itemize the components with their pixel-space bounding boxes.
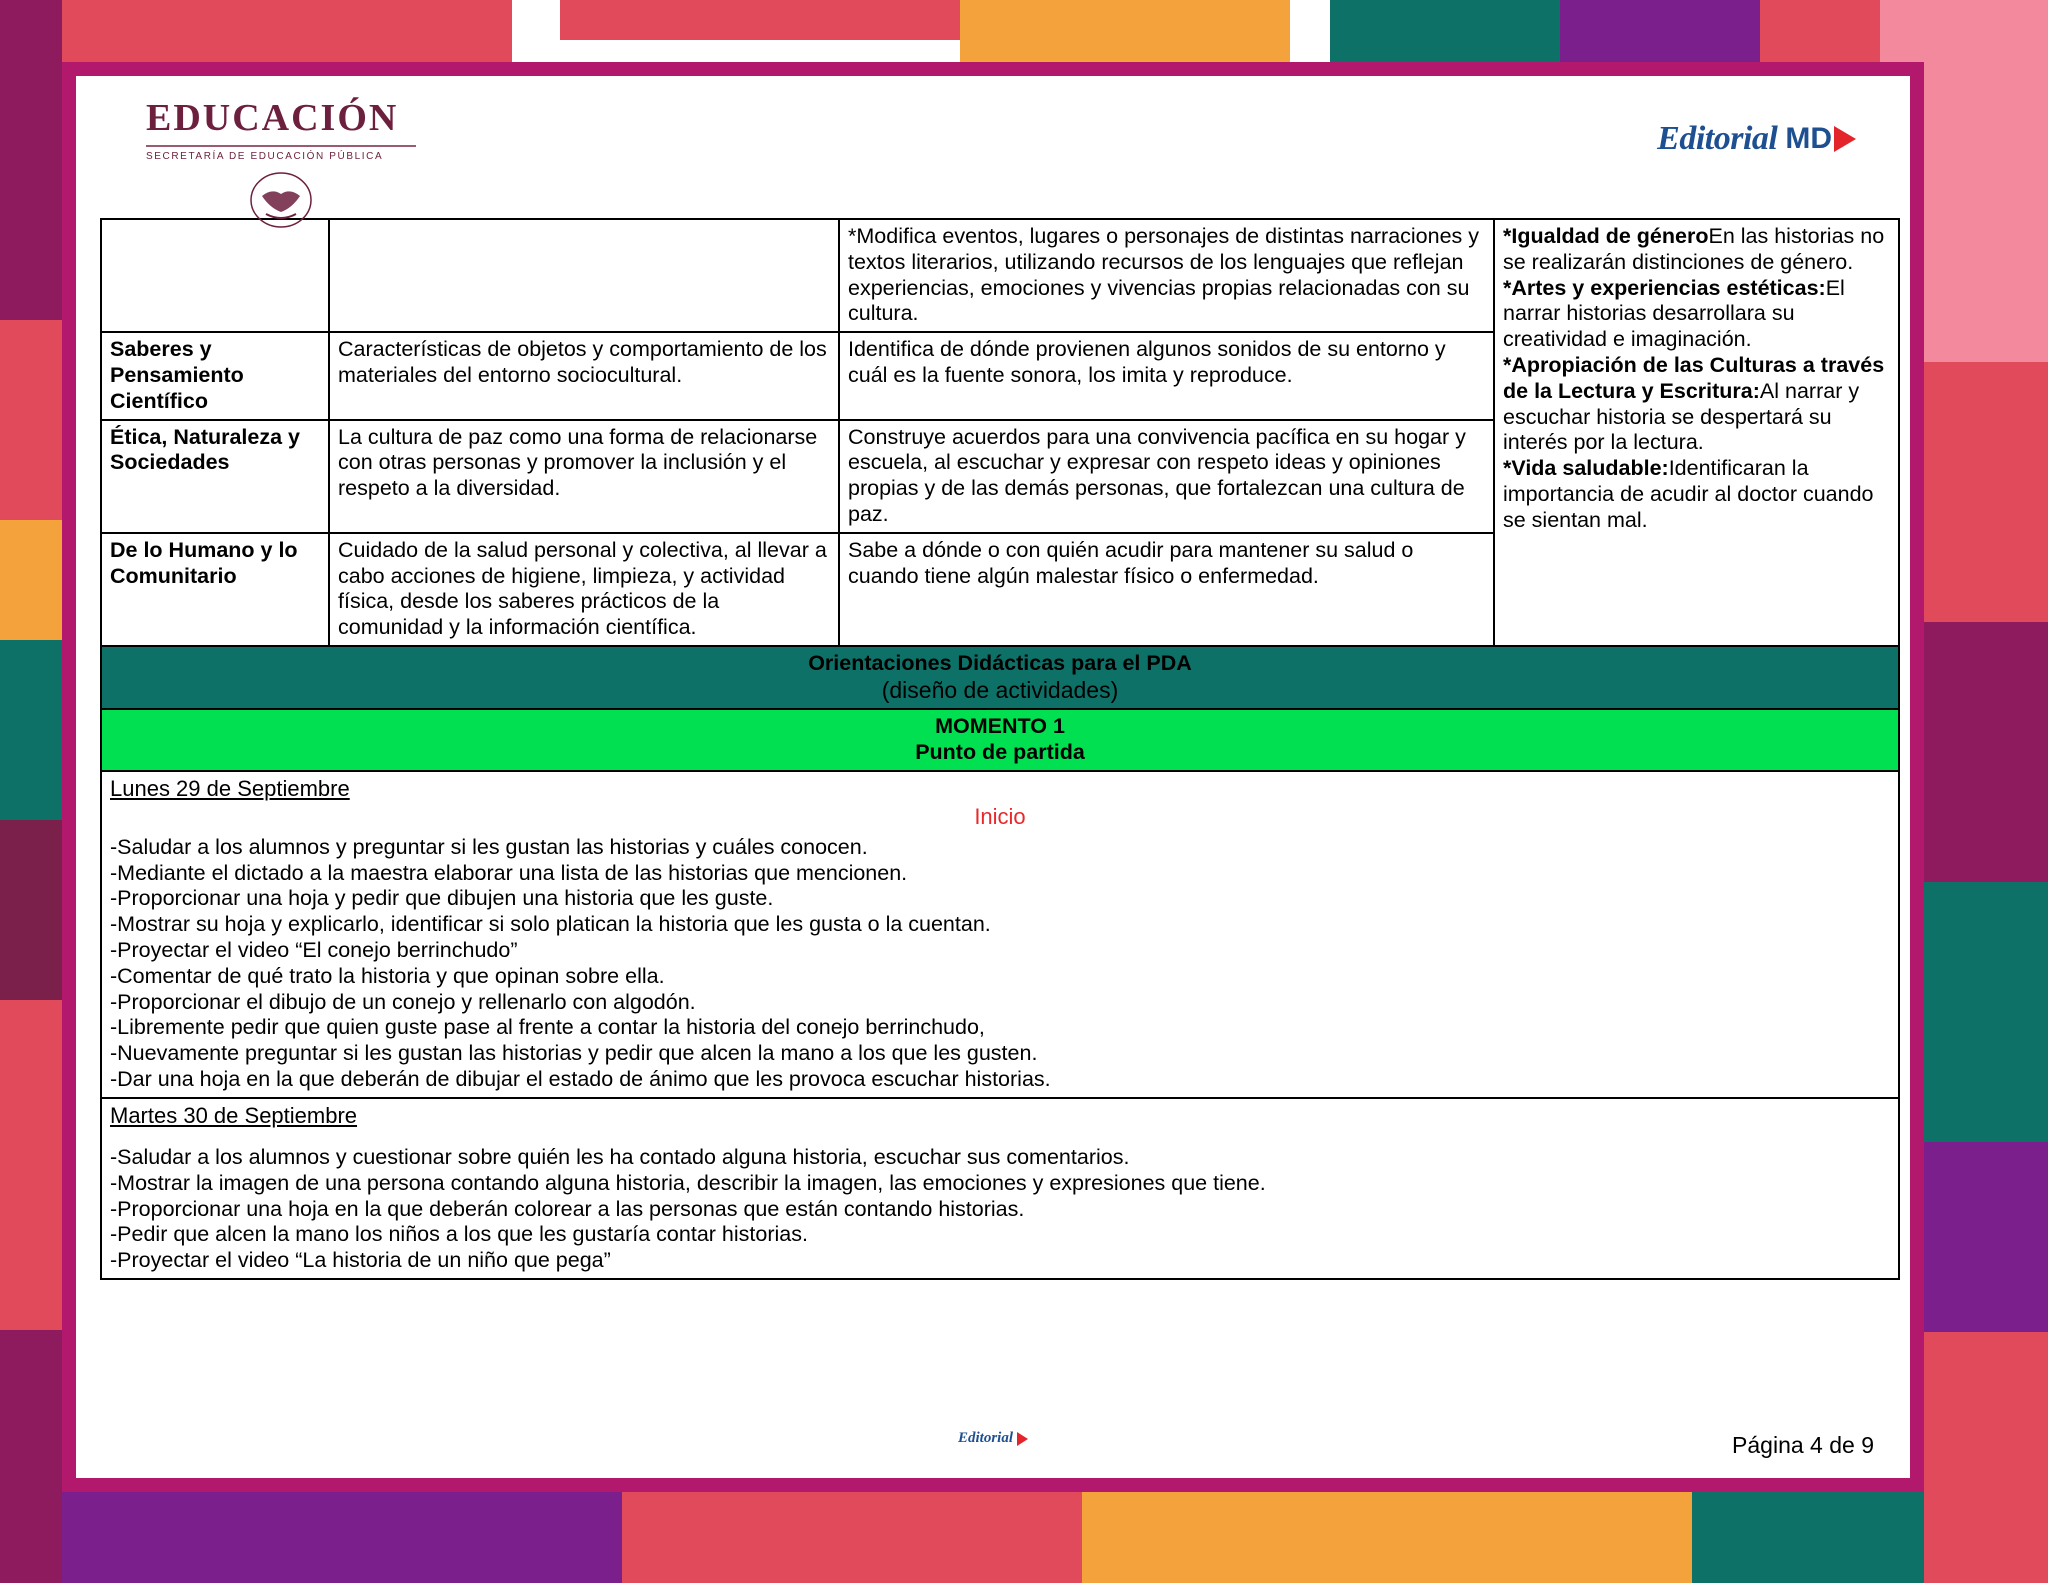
eje-item (1503, 276, 1890, 353)
bg-block (1880, 0, 2048, 62)
bg-block (622, 1492, 1082, 1583)
activity-list (110, 835, 1890, 1093)
section-label-inicio: Inicio (974, 804, 1026, 830)
day-block-martes (101, 1098, 1899, 1279)
cell-ejes-articuladores (1494, 219, 1899, 646)
band-title: Orientaciones Didácticas para el PDA (808, 650, 1192, 675)
eje-item (1503, 353, 1890, 456)
bg-block (960, 0, 1290, 62)
cell-empty-campo (101, 219, 329, 332)
cell-campo-formativo: Ética, Naturaleza y Sociedades (101, 420, 329, 533)
bg-block (1924, 882, 2048, 1142)
activity-item: -Mediante el dictado a la maestra elaborar una lista de las historias que mencionen. (110, 860, 908, 885)
bg-block (62, 0, 512, 62)
bg-block (0, 1000, 62, 1330)
bg-block (62, 1492, 622, 1583)
activity-item: -Proporcionar una hoja en la que deberán colorear a las personas que están contando historias. (110, 1196, 1025, 1221)
momento-title: MOMENTO 1 (935, 714, 1065, 739)
page-footer (100, 1426, 1886, 1470)
activity-item: -Dar una hoja en la que deberán de dibujar el estado de ánimo que les provoca escuchar historias. (110, 1066, 1051, 1091)
activity-item: -Nuevamente preguntar si les gustan las historias y pedir que alcen la mano a los que les gusten. (110, 1041, 1038, 1066)
eje-title: *Igualdad de género (1503, 224, 1709, 248)
cell-empty-contenido (329, 219, 839, 332)
cell-pda: Sabe a dónde o con quién acudir para mantener su salud o cuando tiene algún malestar físico o enfermedad. (839, 533, 1494, 646)
bg-block (560, 0, 960, 40)
mexico-coat-of-arms-icon (246, 170, 316, 230)
sep-subtitle: SECRETARÍA DE EDUCACIÓN PÚBLICA (146, 151, 384, 162)
activity-item: -Mostrar la imagen de una persona contando alguna historia, describir la imagen, las emociones y expresiones que tiene. (110, 1170, 1266, 1195)
footer-editorial-md-logo (958, 1430, 1028, 1447)
table-row (101, 219, 1899, 332)
bg-block (1924, 1142, 2048, 1332)
bg-block (0, 320, 62, 520)
bg-block (0, 1330, 62, 1583)
cell-campo-formativo: Saberes y Pensamiento Científico (101, 332, 329, 419)
activity-list (110, 1145, 1890, 1274)
band-subtitle: (diseño de actividades) (881, 676, 1119, 703)
table-row (101, 771, 1899, 1098)
activity-item: -Pedir que alcen la mano los niños a los que les gustaría contar historias. (110, 1222, 808, 1247)
cell-contenido: La cultura de paz como una forma de relacionarse con otras personas y promover la inclusión y el respeto a la diversidad. (329, 420, 839, 533)
cell-contenido: Características de objetos y comportamiento de los materiales del entorno sociocultural. (329, 332, 839, 419)
activity-item: -Libremente pedir que quien guste pase al frente a contar la historia del conejo berrinchudo, (110, 1015, 985, 1040)
eje-item (1503, 224, 1890, 276)
day-block-lunes (101, 771, 1899, 1098)
bg-block (0, 640, 62, 820)
document-page (62, 62, 1924, 1492)
cell-campo-formativo: De lo Humano y lo Comunitario (101, 533, 329, 646)
activity-item: -Comentar de qué trato la historia y que opinan sobre ella. (110, 963, 665, 988)
day-title: Lunes 29 de Septiembre (110, 775, 350, 801)
bg-block (1924, 1332, 2048, 1583)
table-row (101, 646, 1899, 709)
md-mark (1785, 122, 1856, 156)
momento-subtitle: Punto de partida (915, 740, 1085, 765)
day-title: Martes 30 de Septiembre (110, 1102, 358, 1128)
band-momento (101, 709, 1899, 771)
eje-text: Identificaran la importancia de acudir al doctor cuando se sientan mal. (1503, 456, 1874, 532)
sep-title: EDUCACIÓN (146, 97, 399, 139)
eje-title: *Apropiación de las Culturas a través de la Lectura y Escritura: (1503, 352, 1885, 403)
eje-text: En las historias no se realizarán distinciones de género. (1503, 224, 1885, 274)
cell-pda: Identifica de dónde provienen algunos sonidos de su entorno y cuál es la fuente sonora, los imita y reproduce. (839, 332, 1494, 419)
md-letters: MD (1785, 122, 1832, 155)
bg-block (1924, 62, 2048, 362)
table-row (101, 709, 1899, 771)
bg-block (1082, 1492, 1692, 1583)
table-row (101, 1098, 1899, 1279)
bg-block (1692, 1492, 1924, 1583)
activity-item: -Saludar a los alumnos y preguntar si les gustan las historias y cuáles conocen. (110, 834, 868, 859)
cell-pda: Construye acuerdos para una convivencia pacífica en su hogar y escuela, al escuchar y expresar con respeto ideas y opiniones propias y de las demás personas, que fortalezcan una cultura de paz. (839, 420, 1494, 533)
planning-table (100, 218, 1900, 1280)
bg-block (512, 0, 560, 62)
bg-block (1760, 0, 1880, 62)
sep-divider (146, 145, 416, 147)
sep-logo (100, 86, 416, 230)
bg-block (1924, 362, 2048, 622)
activity-item: -Proporcionar una hoja y pedir que dibujen una historia que les guste. (110, 886, 774, 911)
page-header (100, 86, 1886, 218)
editorial-wordmark: Editorial (1657, 120, 1778, 157)
eje-title: *Artes y experiencias estéticas: (1503, 275, 1826, 300)
bg-block (0, 520, 62, 640)
activity-item: -Proyectar el video “La historia de un niño que pega” (110, 1248, 611, 1273)
spacer (110, 1129, 1890, 1145)
play-triangle-icon (1017, 1432, 1028, 1446)
activity-item: -Proporcionar el dibujo de un conejo y rellenarlo con algodón. (110, 989, 696, 1014)
bg-block (1560, 0, 1760, 62)
play-triangle-icon (1834, 126, 1856, 152)
bg-block (0, 0, 62, 320)
cell-pda-top: *Modifica eventos, lugares o personajes de distintas narraciones y textos literarios, utilizando recursos de los lenguajes que reflejan experiencias, emociones y vivencias propias relacionadas con su cultura. (839, 219, 1494, 332)
page-number: Página 4 de 9 (1732, 1432, 1874, 1458)
bg-block (1924, 622, 2048, 882)
band-orientaciones (101, 646, 1899, 709)
bg-block (1330, 0, 1560, 62)
eje-text: Al narrar y escuchar historia se despertará su interés por la lectura. (1503, 378, 1860, 455)
bg-block (0, 820, 62, 1000)
activity-item: -Mostrar su hoja y explicarlo, identificar si solo platican la historia que les gusta o la cuentan. (110, 912, 991, 937)
cell-contenido: Cuidado de la salud personal y colectiva, al llevar a cabo acciones de higiene, limpieza, y actividad física, desde los saberes prácticos de la comunidad y la información científica. (329, 533, 839, 646)
activity-item: -Proyectar el video “El conejo berrinchudo” (110, 937, 518, 962)
bg-block (1290, 0, 1330, 62)
footer-editorial-wordmark: Editorial (957, 1430, 1014, 1446)
eje-text: El narrar historias desarrollara su creatividad e imaginación. (1503, 275, 1845, 352)
activity-item: -Saludar a los alumnos y cuestionar sobre quién les ha contado alguna historia, escuchar sus comentarios. (110, 1145, 1130, 1170)
eje-title: *Vida saludable: (1503, 456, 1669, 481)
editorial-md-logo (1657, 86, 1886, 158)
eje-item (1503, 456, 1890, 533)
